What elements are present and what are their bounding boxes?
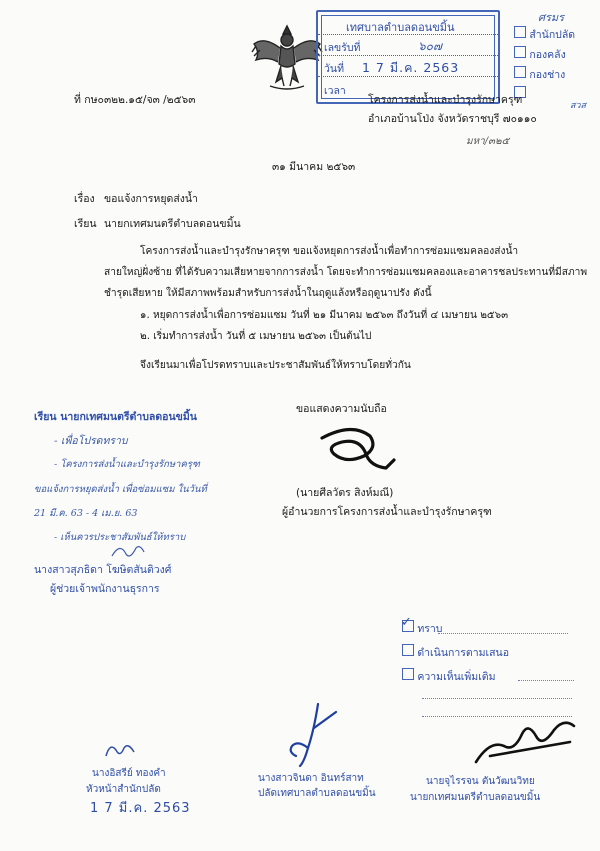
routing-note-side: สวส xyxy=(570,101,587,111)
regards: ขอแสดงความนับถือ xyxy=(296,403,387,415)
date-stamp: 1 7 มี.ค. 2563 xyxy=(90,801,191,816)
clerk-head-signature xyxy=(278,700,348,770)
checkbox-icon xyxy=(401,615,414,632)
document-date: ๓๑ มีนาคม ๒๕๖๓ xyxy=(272,161,356,173)
stamp-date-label: วันที่ xyxy=(324,63,344,75)
signer-name: นางสาวจินดา อินทร์สาท xyxy=(258,773,364,784)
handwritten-code: มหา/๓๒๕ xyxy=(466,136,510,147)
clerk-name: นางสาวสุภธิดา โฆษิตสันติวงศ์ xyxy=(34,564,172,576)
routing-note-top: ศรมร xyxy=(538,11,565,24)
receipt-stamp xyxy=(316,10,500,104)
stamp-org: เทศบาลตำบลดอนขมิ้น xyxy=(346,21,455,34)
signer-position: นายกเทศมนตรีตำบลดอนขมิ้น xyxy=(410,792,541,803)
clerk-signature xyxy=(108,540,148,562)
signer-position: ปลัดเทศบาลตำบลดอนขมิ้น xyxy=(258,788,376,799)
deputy-signature xyxy=(100,738,140,762)
signer-position: ผู้อำนวยการโครงการส่งน้ำและบำรุงรักษาครุฑ xyxy=(282,506,492,518)
checkbox-icon xyxy=(514,46,526,58)
note-line: - โครงการส่งน้ำและบำรุงรักษาครุฑ xyxy=(54,459,200,470)
director-signature xyxy=(312,420,402,480)
garuda-emblem xyxy=(250,22,324,92)
stamp-number-label: เลขรับที่ xyxy=(324,42,361,54)
action-item: ทราบ xyxy=(417,623,443,635)
ref-number: ที่ กษ๐๓๒๒.๑๕/จ๓ /๒๕๖๓ xyxy=(74,94,196,106)
note-line: 21 มี.ค. 63 - 4 เม.ย. 63 xyxy=(34,508,138,519)
note-line: - เห็นควรประชาสัมพันธ์ให้ทราบ xyxy=(54,532,186,543)
stamp-date-value: 1 7 มี.ค. 2563 xyxy=(362,60,460,75)
stamp-number-value: ๖๐๗ xyxy=(418,39,442,53)
signer-name: (นายศีลวัตร สิงห์มณี) xyxy=(296,487,394,499)
action-item: ความเห็นเพิ่มเติม xyxy=(417,671,496,683)
signer-position: หัวหน้าสำนักปลัด xyxy=(86,784,161,795)
checkbox-icon xyxy=(402,644,414,656)
body-line: สายใหญ่ฝั่งซ้าย ที่ได้รับความเสียหายจากการส่งน้ำ โดยจะทำการซ่อมแซมคลองและอาคารชลประทานที่มีสภาพ xyxy=(104,267,588,278)
checkmark-icon: ✓ xyxy=(401,615,412,630)
mayor-signature xyxy=(470,712,580,772)
note-line: ขอแจ้งการหยุดส่งน้ำ เพื่อซ่อมแซม ในวันที่ xyxy=(34,484,207,495)
to-recipient: นายกเทศมนตรีตำบลดอนขมิ้น xyxy=(104,218,241,230)
body-line: ชำรุดเสียหาย ให้มีสภาพพร้อมสำหรับการส่งน้ำในฤดูแล้งหรือฤดูนาปรัง ดังนี้ xyxy=(104,288,432,299)
body-item-1: ๑. หยุดการส่งน้ำเพื่อการซ่อมแซม วันที่ ๒๑ มีนาคม ๒๕๖๓ ถึงวันที่ ๔ เมษายน ๒๕๖๓ xyxy=(140,310,509,321)
signer-name: นายจุไรรจน ตันวัฒนวิทย xyxy=(426,776,535,787)
body-item-2: ๒. เริ่มทำการส่งน้ำ วันที่ ๕ เมษายน ๒๕๖๓ เป็นต้นไป xyxy=(140,331,372,342)
checkbox-icon xyxy=(514,66,526,78)
body-closing: จึงเรียนมาเพื่อโปรดทราบและประชาสัมพันธ์ให้ทราบโดยทั่วกัน xyxy=(140,360,411,371)
action-stamp xyxy=(398,612,578,722)
note-to: เรียน นายกเทศมนตรีตำบลดอนขมิ้น xyxy=(34,411,197,423)
routing-item: กองช่าง xyxy=(529,69,566,81)
checkbox-icon xyxy=(514,26,526,38)
stamp-time-label: เวลา xyxy=(324,85,346,97)
to-label: เรียน xyxy=(74,218,97,230)
checkbox-icon xyxy=(402,668,414,680)
signer-name: นางอิสรีย์ ทองคำ xyxy=(92,768,166,779)
clerk-position: ผู้ช่วยเจ้าพนักงานธุรการ xyxy=(50,583,160,595)
subject: ขอแจ้งการหยุดส่งน้ำ xyxy=(104,193,198,205)
action-item: ดำเนินการตามเสนอ xyxy=(417,647,510,659)
routing-item: สำนักปลัด xyxy=(529,29,576,41)
project-address: อำเภอบ้านโป่ง จังหวัดราชบุรี ๗๐๑๑๐ xyxy=(368,113,537,125)
note-line: - เพื่อโปรดทราบ xyxy=(54,435,128,447)
project-name: โครงการส่งน้ำและบำรุงรักษาครุฑ xyxy=(368,94,523,106)
routing-item: กองคลัง xyxy=(529,49,566,61)
subject-label: เรื่อง xyxy=(74,193,95,205)
body-line: โครงการส่งน้ำและบำรุงรักษาครุฑ ขอแจ้งหยุดการส่งน้ำเพื่อทำการซ่อมแซมคลองส่งน้ำ xyxy=(140,246,519,257)
